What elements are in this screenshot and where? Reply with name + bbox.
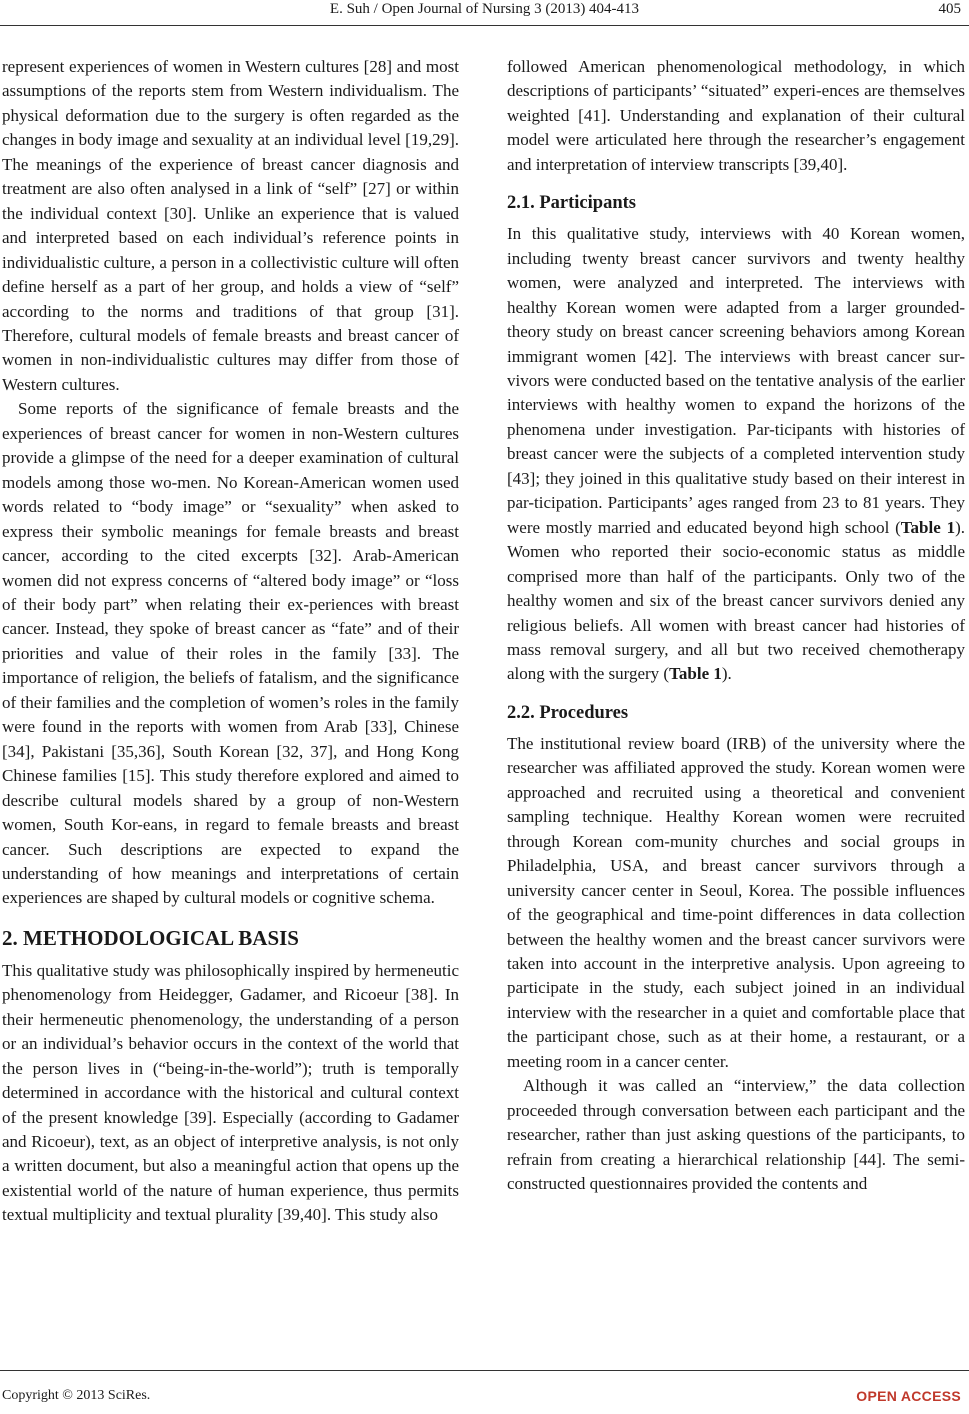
paragraph bbox=[507, 222, 965, 687]
header-divider bbox=[0, 25, 969, 26]
subsection-heading-participants: 2.1. Participants bbox=[507, 193, 636, 214]
subsection-heading-procedures: 2.2. Procedures bbox=[507, 702, 629, 723]
right-column bbox=[507, 55, 965, 1196]
text-run: In this qualitative study, interviews with 40 Korean women, including twenty breast cancer survivors and twenty healthy women, were analyzed and interpreted. The interviews with healthy Korean women were adapted from a larger grounded-theory study on breast cancer screening behaviors among Korean immigrant women [42]. The interviews with breast cancer sur-vivors were conducted based on the tentative analysis of the earlier interviews with healthy women to expand the horizons of the phenomena under investigation. Par-ticipants with histories of breast cancer were the subjects of a completed intervention study [43]; they joined in this qualitative study based on their interest in par-ticipation. Participants’ ages ranged from 23 to 81 years. They were mostly married and educated beyond high school ( bbox=[507, 224, 965, 537]
section-heading-methodological-basis: 2. METHODOLOGICAL BASIS bbox=[2, 925, 299, 950]
page-footer bbox=[0, 1370, 969, 1414]
text-run: ). Women who reported their socio-economic status as middle comprised more than half of the participants. Only two of the healthy women and six of the breast cancer survivors denied any religious beliefs. All women with breast cancer had histories of mass removal surgery, and all but two received chemotherapy along with the surgery ( bbox=[507, 517, 965, 684]
open-access-label: OPEN ACCESS bbox=[856, 1388, 961, 1404]
paragraph: Some reports of the significance of female breasts and the experiences of breast cancer for women in non-Western cultures provide a glimpse of the need for a deeper examination of cultural models among those wo-men. No Korean-American women used words related to “body image” or “sexuality” when asked to express their symbolic meanings for female breasts and breast cancer, according to the cited excerpts [32]. Arab-American women did not express concerns of “altered body image” or “loss of their body part” when relating their ex-periences with breast cancer. Instead, they spoke of breast cancer as “fate” and of their priorities and value of their roles in the family [33]. The importance of religion, the beliefs of fatalism, and the significance of their families and the completion of women’s roles in the family were found in the reports with women from Arab [33], Chinese [34], Pakistani [35,36], South Korean [32, 37], and Hong Kong Chinese families [15]. This study therefore explored and aimed to describe cultural models shared by a group of non-Western women, South Kor-eans, in regard to female breasts and breast cancer. Such descriptions are expected to expand the understanding of how meanings and interpretations of certain experiences are shaped by cultural models or cognitive schema. bbox=[2, 399, 459, 908]
copyright-notice: Copyright © 2013 SciRes. bbox=[2, 1388, 151, 1403]
left-column bbox=[2, 55, 459, 1228]
page-header bbox=[0, 0, 969, 26]
footer-divider bbox=[0, 1370, 969, 1371]
table-reference-link[interactable]: Table 1 bbox=[669, 664, 722, 684]
paragraph: followed American phenomenological methodology, in which descriptions of participants’ “situated” experi-ences are themselves weighted [41]. Understanding and explanation of their cultural model were articulated here through the researcher’s engagement and interpretation of interview transcripts [39,40]. bbox=[507, 57, 965, 174]
text-run: ). bbox=[721, 664, 732, 684]
paragraph: The institutional review board (IRB) of the university where the researcher was affiliated approved the study. Korean women were approached and recruited using a theoretical and convenient sampling technique. Healthy Korean women were recruited through Korean com-munity churches and social groups in Philadelphia, USA, and breast cancer survivors through a university cancer center in Seoul, Korea. The possible influences of the geographical and time-point differences in data collection between the healthy women and the breast cancer survivors were taken into account in the interpretive analysis. Upon agreeing to participate in the study, each subject joined in an individual interview with the researcher in a quiet and comfortable place that the participant chose, such as at their home, a restaurant, or a meeting room in a cancer center. bbox=[507, 733, 965, 1071]
paragraph: Although it was called an “interview,” the data collection proceeded through conversation between each participant and the researcher, rather than just asking questions of the participants, to refrain from creating a hierarchical relationship [44]. The semi-constructed questionnaires provided the contents and bbox=[507, 1076, 965, 1194]
paragraph: This qualitative study was philosophically inspired by hermeneutic phenomenology from Heidegger, Gadamer, and Ricoeur [38]. In their hermeneutic phenomenology, the understanding of a person or an individual’s behavior occurs in the context of the world that the person lives in (“being-in-the-world”); truth is temporally determined in accordance with the historical and cultural context of the present knowledge [39]. Especially (according to Gadamer and Ricoeur), text, as an object of interpretive analysis, is not only a written document, but also a meaningful action that opens up the existential world of the nature of human experience, thus permits textual multiplicity and textual plurality [39,40]. This study also bbox=[2, 960, 459, 1225]
page-number: 405 bbox=[938, 1, 961, 17]
table-reference-link[interactable]: Table 1 bbox=[900, 517, 956, 537]
paragraph: represent experiences of women in Western cultures [28] and most assumptions of the reports stem from Western individualism. The physical deformation due to the surgery is often regarded as the changes in body image and sexuality at an individual level [19,29]. The meanings of the experience of breast cancer diagnosis and treatment are also often analysed in a link of “self” [27] or within the individual context [30]. Unlike an experience that is valued and interpreted based on each individual’s reference points in individualistic culture, a person in a collectivistic culture will often define herself as a part of her group, and holds a view of “self” according to the norms and traditions of that group [31]. Therefore, cultural models of female breasts and breast cancer of women in non-individualistic cultures may differ from those of Western cultures. bbox=[2, 57, 459, 394]
running-head: E. Suh / Open Journal of Nursing 3 (2013) 404-413 bbox=[329, 1, 640, 17]
